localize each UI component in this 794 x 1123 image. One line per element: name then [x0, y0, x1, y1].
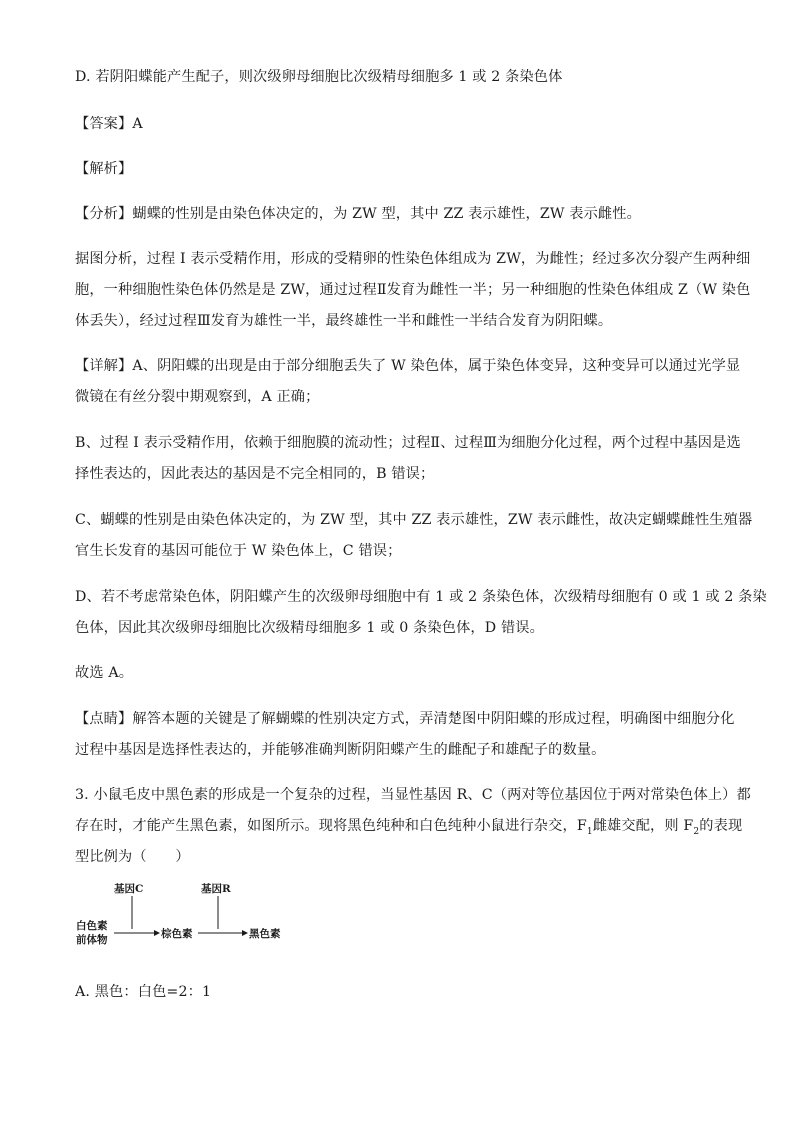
gene-c-label: 基因C [114, 883, 144, 895]
detail-a-line-2: 微镜在有丝分裂中期观察到，A 正确； [75, 389, 320, 405]
question-3-line-2 [75, 815, 743, 837]
key-point-line-2: 过程中基因是选择性表达的，并能够准确判断阴阳蝶产生的雌配子和雄配子的数量。 [75, 742, 606, 758]
detail-b-line-2: 择性表达的，因此表达的基因是不完全相同的，B 错误； [75, 466, 435, 482]
key-point-line-1: 【点睛】解答本题的关键是了解蝴蝶的性别决定方式，弄清楚图中阴阳蝶的形成过程，明确图中细胞分化 [75, 711, 735, 727]
question-3-line-1: 3. 小鼠毛皮中黑色素的形成是一个复杂的过程，当显性基因 R、C（两对等位基因位于两对常染色体上）都 [75, 787, 751, 803]
detail-c-line-1: C、蝴蝶的性别是由染色体决定的，为 ZW 型，其中 ZZ 表示雄性，ZW 表示雌性，故决定蝴蝶雌性生殖器 [75, 512, 753, 528]
black-pigment-label: 黑色素 [249, 928, 281, 940]
analysis-paragraph-1: 【分析】蝴蝶的性别是由染色体决定的，为 ZW 型，其中 ZZ 表示雄性，ZW 表示雌性。 [75, 206, 641, 222]
q3-text-c: 的表现 [699, 818, 743, 834]
detail-d-line-2: 色体，因此其次级卵母细胞比次级精母细胞多 1 或 0 条染色体，D 错误。 [75, 620, 544, 636]
choose-answer: 故选 A。 [75, 665, 134, 681]
detail-d-line-1: D、若不考虑常染色体，阴阳蝶产生的次级卵母细胞中有 1 或 2 条染色体，次级精母细胞有 0 或 1 或 2 条染 [75, 589, 767, 605]
question-3-line-3: 型比例为（ ） [75, 849, 190, 865]
option-d-question: D. 若阴阳蝶能产生配子，则次级卵母细胞比次级精母细胞多 1 或 2 条染色体 [75, 69, 563, 85]
analysis-paragraph-2-line-2: 胞，一种细胞性染色体仍然是是 ZW，通过过程Ⅱ发育为雌性一半；另一种细胞的性染色体组成 Z（W 染色 [75, 282, 751, 298]
white-precursor-line1: 白色素 [76, 920, 108, 932]
analysis-heading: 【解析】 [75, 161, 133, 177]
detail-a-line-1: 【详解】A、阴阳蝶的出现是由于部分细胞丢失了 W 染色体，属于染色体变异，这种变异可以通过光学显 [75, 358, 741, 374]
analysis-paragraph-2-line-3: 体丢失），经过过程Ⅲ发育为雄性一半，最终雄性一半和雌性一半结合发育为阴阳蝶。 [75, 313, 613, 329]
q3-subscript-2: 2 [693, 826, 700, 837]
arrow-to-brown-head [154, 930, 160, 936]
pigment-pathway-diagram [70, 878, 310, 948]
detail-c-line-2: 官生长发育的基因可能位于 W 染色体上，C 错误； [75, 543, 402, 559]
gene-r-label: 基因R [201, 883, 231, 895]
q3-subscript-1: 1 [586, 826, 593, 837]
detail-b-line-1: B、过程 I 表示受精作用，依赖于细胞膜的流动性；过程Ⅱ、过程Ⅲ为细胞分化过程，两个过程中基因是选 [75, 435, 741, 451]
arrow-to-black-head [242, 930, 248, 936]
brown-pigment-label: 棕色素 [161, 928, 193, 940]
option-a: A. 黑色：白色=2：1 [75, 984, 212, 1000]
white-precursor-line2: 前体物 [76, 934, 108, 946]
analysis-paragraph-2-line-1: 据图分析，过程 I 表示受精作用，形成的受精卵的性染色体组成为 ZW，为雌性；经过多次分裂产生两种细 [75, 251, 751, 267]
q3-text-a: 存在时，才能产生黑色素，如图所示。现将黑色纯种和白色纯种小鼠进行杂交，F [75, 818, 587, 834]
q3-text-b: 雌雄交配，则 F [592, 818, 694, 834]
answer-line: 【答案】A [75, 116, 143, 132]
